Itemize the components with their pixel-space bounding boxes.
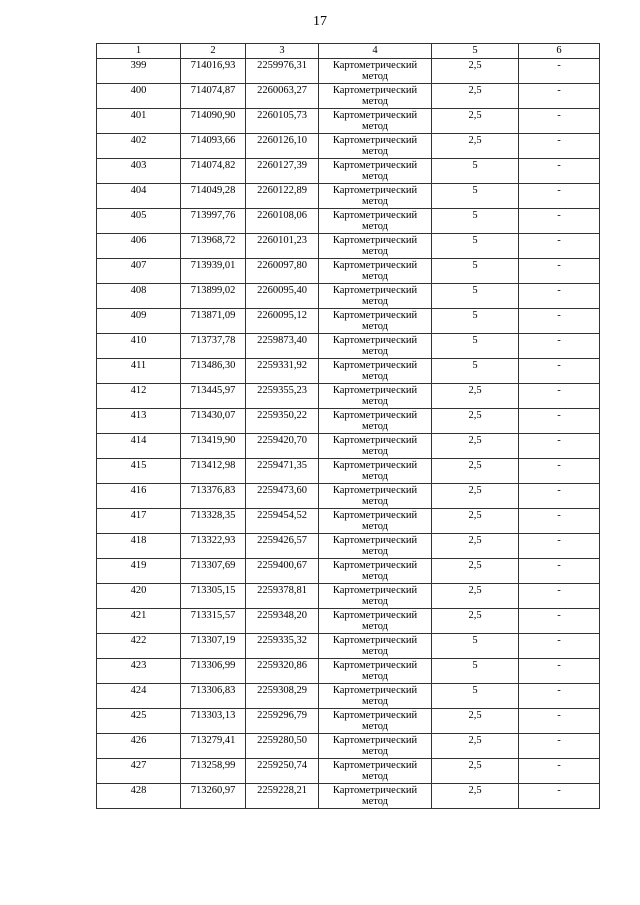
method-line-2: метод [361, 696, 389, 707]
y-coordinate-cell: 2259250,74 [246, 759, 319, 784]
method-line-1: Картометрический [332, 585, 418, 596]
note-cell: - [519, 759, 600, 784]
y-coordinate-cell: 2260095,12 [246, 309, 319, 334]
method-line-2: метод [361, 771, 389, 782]
note-cell: - [519, 459, 600, 484]
method-line-1: Картометрический [332, 60, 418, 71]
method-cell [319, 134, 432, 159]
note-cell: - [519, 284, 600, 309]
accuracy-cell: 2,5 [432, 559, 519, 584]
method-line-1: Картометрический [332, 160, 418, 171]
note-cell: - [519, 484, 600, 509]
point-number-cell: 409 [97, 309, 181, 334]
method-cell [319, 684, 432, 709]
x-coordinate-cell: 713430,07 [181, 409, 246, 434]
note-cell: - [519, 534, 600, 559]
x-coordinate-cell: 714093,66 [181, 134, 246, 159]
point-number-cell: 402 [97, 134, 181, 159]
note-cell: - [519, 359, 600, 384]
x-coordinate-cell: 713445,97 [181, 384, 246, 409]
accuracy-cell: 5 [432, 234, 519, 259]
method-line-1: Картометрический [332, 510, 418, 521]
method-line-1: Картометрический [332, 460, 418, 471]
x-coordinate-cell: 713315,57 [181, 609, 246, 634]
method-line-2: метод [361, 596, 389, 607]
accuracy-cell: 2,5 [432, 384, 519, 409]
table-row [97, 484, 600, 509]
accuracy-cell: 5 [432, 159, 519, 184]
x-coordinate-cell: 713871,09 [181, 309, 246, 334]
table-row [97, 534, 600, 559]
y-coordinate-cell: 2259296,79 [246, 709, 319, 734]
x-coordinate-cell: 713305,15 [181, 584, 246, 609]
y-coordinate-cell: 2260108,06 [246, 209, 319, 234]
method-cell [319, 384, 432, 409]
method-line-1: Картометрический [332, 760, 418, 771]
point-number-cell: 417 [97, 509, 181, 534]
note-cell: - [519, 184, 600, 209]
accuracy-cell: 2,5 [432, 459, 519, 484]
method-cell [319, 309, 432, 334]
method-line-1: Картометрический [332, 535, 418, 546]
method-cell [319, 734, 432, 759]
note-cell: - [519, 334, 600, 359]
y-coordinate-cell: 2259378,81 [246, 584, 319, 609]
method-line-1: Картометрический [332, 285, 418, 296]
y-coordinate-cell: 2259873,40 [246, 334, 319, 359]
method-line-1: Картометрический [332, 435, 418, 446]
point-number-cell: 403 [97, 159, 181, 184]
accuracy-cell: 2,5 [432, 759, 519, 784]
x-coordinate-cell: 713328,35 [181, 509, 246, 534]
point-number-cell: 412 [97, 384, 181, 409]
y-coordinate-cell: 2259976,31 [246, 59, 319, 84]
x-coordinate-cell: 714016,93 [181, 59, 246, 84]
method-cell [319, 334, 432, 359]
method-line-2: метод [361, 646, 389, 657]
point-number-cell: 413 [97, 409, 181, 434]
accuracy-cell: 5 [432, 259, 519, 284]
method-line-1: Картометрический [332, 635, 418, 646]
method-line-1: Картометрический [332, 260, 418, 271]
point-number-cell: 426 [97, 734, 181, 759]
method-cell [319, 659, 432, 684]
method-cell [319, 584, 432, 609]
method-line-2: метод [361, 571, 389, 582]
accuracy-cell: 2,5 [432, 59, 519, 84]
point-number-cell: 421 [97, 609, 181, 634]
accuracy-cell: 2,5 [432, 709, 519, 734]
y-coordinate-cell: 2260101,23 [246, 234, 319, 259]
method-line-1: Картометрический [332, 185, 418, 196]
note-cell: - [519, 659, 600, 684]
accuracy-cell: 5 [432, 184, 519, 209]
method-line-2: метод [361, 171, 389, 182]
point-number-cell: 406 [97, 234, 181, 259]
method-line-2: метод [361, 346, 389, 357]
x-coordinate-cell: 713322,93 [181, 534, 246, 559]
column-header: 4 [319, 44, 432, 59]
table-row [97, 109, 600, 134]
y-coordinate-cell: 2259331,92 [246, 359, 319, 384]
table-header-row [97, 44, 600, 59]
method-line-2: метод [361, 796, 389, 807]
table-row [97, 759, 600, 784]
note-cell: - [519, 59, 600, 84]
table-row [97, 259, 600, 284]
table-row [97, 59, 600, 84]
table-row [97, 209, 600, 234]
point-number-cell: 419 [97, 559, 181, 584]
accuracy-cell: 5 [432, 334, 519, 359]
method-line-2: метод [361, 546, 389, 557]
method-line-2: метод [361, 671, 389, 682]
x-coordinate-cell: 713968,72 [181, 234, 246, 259]
method-line-2: метод [361, 271, 389, 282]
accuracy-cell: 2,5 [432, 434, 519, 459]
method-cell [319, 609, 432, 634]
point-number-cell: 404 [97, 184, 181, 209]
column-header: 2 [181, 44, 246, 59]
note-cell: - [519, 709, 600, 734]
method-line-2: метод [361, 446, 389, 457]
table-row [97, 159, 600, 184]
y-coordinate-cell: 2259280,50 [246, 734, 319, 759]
y-coordinate-cell: 2259335,32 [246, 634, 319, 659]
accuracy-cell: 2,5 [432, 84, 519, 109]
table-row [97, 609, 600, 634]
page-number: 17 [313, 14, 327, 29]
point-number-cell: 423 [97, 659, 181, 684]
table-row [97, 584, 600, 609]
method-cell [319, 509, 432, 534]
y-coordinate-cell: 2259420,70 [246, 434, 319, 459]
method-line-2: метод [361, 146, 389, 157]
accuracy-cell: 5 [432, 284, 519, 309]
x-coordinate-cell: 713997,76 [181, 209, 246, 234]
method-line-2: метод [361, 296, 389, 307]
method-cell [319, 184, 432, 209]
accuracy-cell: 5 [432, 684, 519, 709]
table-row [97, 334, 600, 359]
x-coordinate-cell: 713419,90 [181, 434, 246, 459]
point-number-cell: 401 [97, 109, 181, 134]
table-row [97, 709, 600, 734]
table-row [97, 509, 600, 534]
table-row [97, 734, 600, 759]
y-coordinate-cell: 2259471,35 [246, 459, 319, 484]
x-coordinate-cell: 714074,87 [181, 84, 246, 109]
point-number-cell: 411 [97, 359, 181, 384]
note-cell: - [519, 384, 600, 409]
point-number-cell: 400 [97, 84, 181, 109]
method-line-2: метод [361, 371, 389, 382]
y-coordinate-cell: 2259355,23 [246, 384, 319, 409]
method-line-2: метод [361, 121, 389, 132]
table-row [97, 309, 600, 334]
x-coordinate-cell: 713737,78 [181, 334, 246, 359]
column-header: 6 [519, 44, 600, 59]
method-line-1: Картометрический [332, 110, 418, 121]
note-cell: - [519, 409, 600, 434]
note-cell: - [519, 684, 600, 709]
method-cell [319, 784, 432, 809]
point-number-cell: 405 [97, 209, 181, 234]
point-number-cell: 410 [97, 334, 181, 359]
note-cell: - [519, 559, 600, 584]
method-cell [319, 709, 432, 734]
table-row [97, 184, 600, 209]
accuracy-cell: 2,5 [432, 134, 519, 159]
method-line-2: метод [361, 746, 389, 757]
note-cell: - [519, 609, 600, 634]
note-cell: - [519, 734, 600, 759]
x-coordinate-cell: 713279,41 [181, 734, 246, 759]
coordinates-table [96, 43, 600, 809]
method-cell [319, 634, 432, 659]
method-cell [319, 259, 432, 284]
method-line-1: Картометрический [332, 335, 418, 346]
accuracy-cell: 2,5 [432, 734, 519, 759]
method-line-2: метод [361, 396, 389, 407]
x-coordinate-cell: 713303,13 [181, 709, 246, 734]
note-cell: - [519, 584, 600, 609]
accuracy-cell: 5 [432, 634, 519, 659]
x-coordinate-cell: 713486,30 [181, 359, 246, 384]
method-line-2: метод [361, 721, 389, 732]
method-line-1: Картометрический [332, 135, 418, 146]
point-number-cell: 425 [97, 709, 181, 734]
accuracy-cell: 2,5 [432, 484, 519, 509]
accuracy-cell: 2,5 [432, 584, 519, 609]
note-cell: - [519, 784, 600, 809]
table-row [97, 134, 600, 159]
method-cell [319, 234, 432, 259]
method-line-1: Картометрический [332, 235, 418, 246]
method-cell [319, 284, 432, 309]
method-cell [319, 209, 432, 234]
method-cell [319, 409, 432, 434]
method-line-2: метод [361, 196, 389, 207]
y-coordinate-cell: 2259308,29 [246, 684, 319, 709]
y-coordinate-cell: 2259320,86 [246, 659, 319, 684]
method-line-1: Картометрический [332, 210, 418, 221]
accuracy-cell: 2,5 [432, 409, 519, 434]
x-coordinate-cell: 713258,99 [181, 759, 246, 784]
accuracy-cell: 5 [432, 209, 519, 234]
method-cell [319, 459, 432, 484]
column-header: 5 [432, 44, 519, 59]
y-coordinate-cell: 2259348,20 [246, 609, 319, 634]
table-row [97, 384, 600, 409]
point-number-cell: 418 [97, 534, 181, 559]
accuracy-cell: 5 [432, 309, 519, 334]
method-line-2: метод [361, 246, 389, 257]
x-coordinate-cell: 713306,83 [181, 684, 246, 709]
point-number-cell: 422 [97, 634, 181, 659]
point-number-cell: 427 [97, 759, 181, 784]
table-row [97, 684, 600, 709]
method-line-2: метод [361, 71, 389, 82]
accuracy-cell: 5 [432, 359, 519, 384]
note-cell: - [519, 209, 600, 234]
method-cell [319, 359, 432, 384]
y-coordinate-cell: 2260127,39 [246, 159, 319, 184]
accuracy-cell: 2,5 [432, 784, 519, 809]
method-cell [319, 759, 432, 784]
accuracy-cell: 2,5 [432, 609, 519, 634]
point-number-cell: 407 [97, 259, 181, 284]
table-row [97, 434, 600, 459]
method-line-2: метод [361, 621, 389, 632]
note-cell: - [519, 309, 600, 334]
column-header: 1 [97, 44, 181, 59]
y-coordinate-cell: 2259454,52 [246, 509, 319, 534]
method-line-2: метод [361, 221, 389, 232]
y-coordinate-cell: 2259473,60 [246, 484, 319, 509]
method-line-1: Картометрический [332, 310, 418, 321]
note-cell: - [519, 109, 600, 134]
method-line-1: Картометрический [332, 560, 418, 571]
note-cell: - [519, 634, 600, 659]
note-cell: - [519, 234, 600, 259]
point-number-cell: 415 [97, 459, 181, 484]
method-cell [319, 559, 432, 584]
x-coordinate-cell: 713306,99 [181, 659, 246, 684]
method-cell [319, 159, 432, 184]
note-cell: - [519, 159, 600, 184]
point-number-cell: 428 [97, 784, 181, 809]
y-coordinate-cell: 2260122,89 [246, 184, 319, 209]
x-coordinate-cell: 713307,19 [181, 634, 246, 659]
y-coordinate-cell: 2260097,80 [246, 259, 319, 284]
method-line-1: Картометрический [332, 735, 418, 746]
method-line-2: метод [361, 421, 389, 432]
table-row [97, 459, 600, 484]
table-row [97, 359, 600, 384]
x-coordinate-cell: 714074,82 [181, 159, 246, 184]
method-cell [319, 84, 432, 109]
point-number-cell: 414 [97, 434, 181, 459]
note-cell: - [519, 134, 600, 159]
note-cell: - [519, 509, 600, 534]
point-number-cell: 408 [97, 284, 181, 309]
table-row [97, 559, 600, 584]
table-row [97, 409, 600, 434]
y-coordinate-cell: 2259400,67 [246, 559, 319, 584]
table-row [97, 659, 600, 684]
method-cell [319, 484, 432, 509]
y-coordinate-cell: 2260126,10 [246, 134, 319, 159]
table-row [97, 84, 600, 109]
y-coordinate-cell: 2259350,22 [246, 409, 319, 434]
accuracy-cell: 5 [432, 659, 519, 684]
accuracy-cell: 2,5 [432, 109, 519, 134]
point-number-cell: 424 [97, 684, 181, 709]
method-line-2: метод [361, 521, 389, 532]
method-line-2: метод [361, 496, 389, 507]
method-line-2: метод [361, 321, 389, 332]
y-coordinate-cell: 2260063,27 [246, 84, 319, 109]
method-line-1: Картометрический [332, 685, 418, 696]
method-line-1: Картометрический [332, 785, 418, 796]
method-cell [319, 59, 432, 84]
accuracy-cell: 2,5 [432, 509, 519, 534]
x-coordinate-cell: 713899,02 [181, 284, 246, 309]
method-line-1: Картометрический [332, 610, 418, 621]
y-coordinate-cell: 2260105,73 [246, 109, 319, 134]
accuracy-cell: 2,5 [432, 534, 519, 559]
x-coordinate-cell: 713412,98 [181, 459, 246, 484]
method-cell [319, 434, 432, 459]
method-cell [319, 534, 432, 559]
method-cell [319, 109, 432, 134]
x-coordinate-cell: 713260,97 [181, 784, 246, 809]
y-coordinate-cell: 2259426,57 [246, 534, 319, 559]
method-line-1: Картометрический [332, 485, 418, 496]
method-line-2: метод [361, 471, 389, 482]
y-coordinate-cell: 2259228,21 [246, 784, 319, 809]
column-header: 3 [246, 44, 319, 59]
x-coordinate-cell: 714090,90 [181, 109, 246, 134]
table-row [97, 784, 600, 809]
point-number-cell: 416 [97, 484, 181, 509]
y-coordinate-cell: 2260095,40 [246, 284, 319, 309]
method-line-1: Картометрический [332, 385, 418, 396]
x-coordinate-cell: 714049,28 [181, 184, 246, 209]
x-coordinate-cell: 713376,83 [181, 484, 246, 509]
table-row [97, 634, 600, 659]
point-number-cell: 399 [97, 59, 181, 84]
note-cell: - [519, 259, 600, 284]
x-coordinate-cell: 713939,01 [181, 259, 246, 284]
method-line-1: Картометрический [332, 410, 418, 421]
method-line-1: Картометрический [332, 360, 418, 371]
note-cell: - [519, 84, 600, 109]
table-row [97, 234, 600, 259]
table-row [97, 284, 600, 309]
note-cell: - [519, 434, 600, 459]
method-line-2: метод [361, 96, 389, 107]
method-line-1: Картометрический [332, 710, 418, 721]
point-number-cell: 420 [97, 584, 181, 609]
method-line-1: Картометрический [332, 660, 418, 671]
method-line-1: Картометрический [332, 85, 418, 96]
x-coordinate-cell: 713307,69 [181, 559, 246, 584]
